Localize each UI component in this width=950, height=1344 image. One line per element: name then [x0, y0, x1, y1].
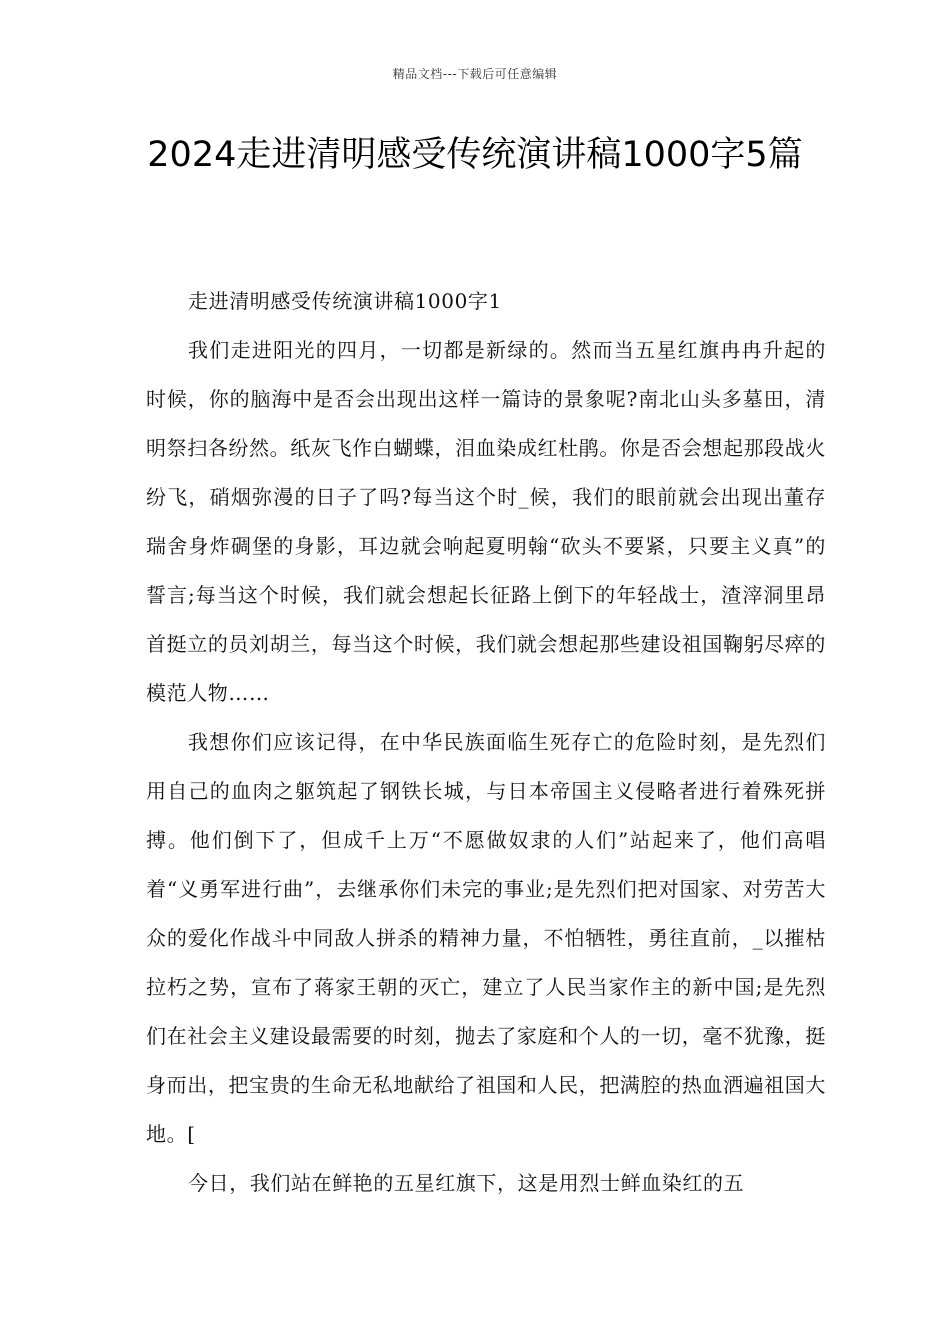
- paragraph-3: 今日，我们站在鲜艳的五星红旗下，这是用烈士鲜血染红的五: [188, 1171, 745, 1195]
- paragraph-1: 我们走进阳光的四月，一切都是新绿的。然而当五星红旗冉冉升起的时候，你的脑海中是否会出现出这样一篇诗的景象呢?南北山头多墓田，清明祭扫各纷然。纸灰飞作白蝴蝶，泪血染成红杜鹃。你是否会想起那段战火纷飞，硝烟弥漫的日子了吗?每当这个时_候，我们的眼前就会出现出董存瑞舍身炸碉堡的身影，耳边就会响起夏明翰“砍头不要紧，只要主义真”的誓言;每当这个时候，我们就会想起长征路上倒下的年轻战士，渣滓洞里昂首挺立的员刘胡兰，每当这个时候，我们就会想起那些建设祖国鞠躬尽瘁的模范人物……: [146, 338, 826, 705]
- paragraph-2: 我想你们应该记得，在中华民族面临生死存亡的危险时刻，是先烈们用自己的血肉之躯筑起了钢铁长城，与日本帝国主义侵略者进行着殊死拼搏。他们倒下了，但成千上万“不愿做奴隶的人们”站起来了，他们高唱着“义勇军进行曲”，去继承你们未完的事业;是先烈们把对国家、对劳苦大众的爱化作战斗中同敌人拼杀的精神力量，不怕牺牲，勇往直前，_以摧枯拉朽之势，宣布了蒋家王朝的灭亡，建立了人民当家作主的新中国;是先烈们在社会主义建设最需要的时刻，抛去了家庭和个人的一切，毫不犹豫，挺身而出，把宝贵的生命无私地献给了祖国和人民，把满腔的热血洒遍祖国大地。[: [146, 730, 826, 1146]
- header-note: 精品文档---下载后可任意编辑: [392, 67, 558, 81]
- document-body: [146, 277, 826, 1208]
- section-heading: 走进清明感受传统演讲稿1000字1: [188, 289, 502, 313]
- document-title: 2024走进清明感受传统演讲稿1000字5篇: [147, 135, 803, 175]
